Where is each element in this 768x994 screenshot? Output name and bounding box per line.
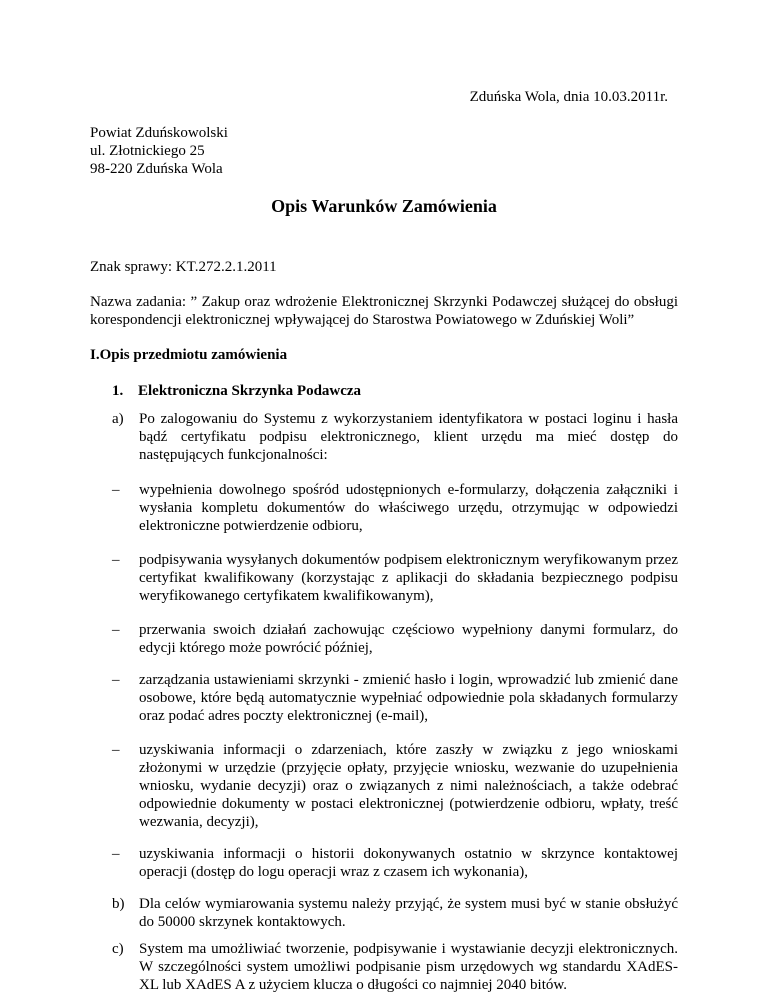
list-item [112, 551, 678, 605]
date-line: Zduńska Wola, dnia 10.03.2011r. [469, 89, 668, 105]
item-text: przerwania swoich działań zachowując częściowo wypełniony danymi formularz, do edycji którego może powrócić później, [139, 622, 678, 656]
sender-address [90, 124, 228, 178]
item-label: a) [112, 411, 124, 427]
subsection-title: Elektroniczna Skrzynka Podawcza [138, 383, 362, 399]
list-item [112, 845, 678, 881]
item-text: zarządzania ustawieniami skrzynki - zmienić hasło i login, wprowadzić lub zmienić dane osobowe, które będą automatycznie wypełniać odpowiednie pola składanych formularzy oraz podać adres poczty elektronicznej (e-mail), [139, 672, 678, 724]
list-item [112, 895, 678, 931]
address-line: ul. Złotnickiego 25 [90, 143, 205, 159]
list-item [112, 671, 678, 725]
item-label: – [112, 552, 120, 568]
item-text: Po zalogowaniu do Systemu z wykorzystaniem identyfikatora w postaci loginu i hasła bądź certyfikatu podpisu elektronicznego, klient urzędu ma mieć dostęp do następujących funkcjonalności: [139, 411, 678, 463]
case-reference: Znak sprawy: KT.272.2.1.2011 [90, 259, 277, 275]
item-text: System ma umożliwiać tworzenie, podpisywanie i wystawianie decyzji elektronicznych. W szczególności system umożliwi podpisanie pism urzędowych wg standardu XAdES-XL lub XAdES A z użyciem klucza o długości co najmniej 2040 bitów. [139, 941, 678, 993]
task-name: Nazwa zadania: ” Zakup oraz wdrożenie Elektronicznej Skrzynki Podawczej służącej do obsługi korespondencji elektronicznej wpływającej do Starostwa Powiatowego w Zduńskiej Woli” [90, 294, 678, 328]
document-title: Opis Warunków Zamówienia [271, 196, 497, 216]
list-item [112, 621, 678, 657]
subsection-number: 1. [112, 383, 124, 399]
section-heading: I.Opis przedmiotu zamówienia [90, 347, 288, 363]
list-item [112, 940, 678, 994]
address-line: Powiat Zduńskowolski [90, 125, 228, 141]
item-text: uzyskiwania informacji o zdarzeniach, które zaszły w związku z jego wnioskami złożonymi w urzędzie (przyjęcie opłaty, przyjęcie wniosku, wezwanie do uzupełnienia wniosku, wydanie decyzji) oraz o związanych z nimi należnościach, a także odebrać odpowiednie dokumenty w postaci elektronicznej (potwierdzenie odbioru, wpłaty, treść wezwania, decyzji), [139, 742, 678, 830]
item-text: wypełnienia dowolnego spośród udostępnionych e-formularzy, dołączenia załączniki i wysłania kompletu dokumentów do właściwego urzędu, otrzymując w odpowiedzi elektroniczne potwierdzenie odbioru, [139, 482, 678, 534]
list-item [112, 481, 678, 535]
item-text: Dla celów wymiarowania systemu należy przyjąć, że system musi być w stanie obsłużyć do 50000 skrzynek kontaktowych. [139, 896, 678, 930]
item-label: – [112, 672, 120, 688]
item-label: c) [112, 941, 124, 957]
item-label: b) [112, 896, 125, 912]
item-label: – [112, 622, 120, 638]
item-text: uzyskiwania informacji o historii dokonywanych ostatnio w skrzynce kontaktowej operacji (dostęp do logu operacji wraz z czasem ich wykonania), [139, 846, 678, 880]
address-line: 98-220 Zduńska Wola [90, 161, 223, 177]
item-label: – [112, 742, 120, 758]
list-item [112, 410, 678, 464]
list-item [112, 741, 678, 831]
subsection-heading [112, 382, 361, 400]
item-label: – [112, 482, 120, 498]
item-text: podpisywania wysyłanych dokumentów podpisem elektronicznym weryfikowanym przez certyfikat kwalifikowany (korzystając z aplikacji do składania bezpiecznego podpisu weryfikowanego certyfikatem kwalifikowanym), [139, 552, 678, 604]
item-label: – [112, 846, 120, 862]
